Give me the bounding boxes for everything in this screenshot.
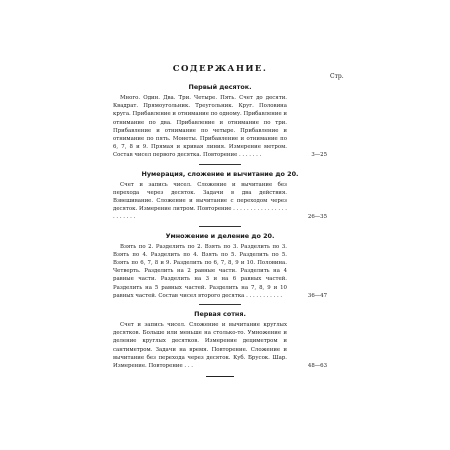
section-body [113,321,327,370]
section-text: Взять по 2. Разделить по 2. Взять по 3. Разделить по 3. Взять по 4. Разделить по 4. Взять по 5. Разделить по 5. Взять по 6, 7, 8 и 9. Разделить по 6, 7, 8, 9 и 10. Половина. Четверть. Разделить на 2 равные части. Разделить на 4 равные части. Разделить на 3 и на 6 равных частей. Разделить на 5 равных частей. Разделить на 7, 8, 9 и 10 равных частей. Состав чисел второго десятка . . . . . . . . . . . [113,243,287,299]
section-title: Умножение и деление до 20. [165,231,275,240]
section-first-hundred [113,310,327,377]
contents-column [113,64,327,377]
section-body [113,181,327,222]
section-first-ten [113,83,327,165]
section-title: Первый десяток. [188,83,252,91]
end-rule [206,376,234,377]
section-title: Первая сотня. [194,310,246,319]
section-title: Нумерация, сложение и вычитание до 20. [141,169,299,178]
section-numbering-to-20 [113,170,327,227]
section-text: Счет и запись чисел. Сложение и вычитание без перехода через десяток. Задачи в два действия. Взвешивание. Сложение и вычитание с переходом через десяток. Измерение литром. Повторение . . . . . . . . . . . . . . . . . . . . . . . [113,181,287,221]
section-body [113,94,327,160]
section-text: Много. Один. Два. Три. Четыре. Пять. Счет до десяти. Квадрат. Прямоугольник. Треугольник. Круг. Половина круга. Прибавление и отнимание по одному. Прибавление и отнимание по два. Прибавление и отнимание по три. Прибавление и отнимание по четыре. Прибавление и отнимание по пять. Монеты. Прибавление и отнимание по 6, 7, 8 и 9. Прямая и кривая линия. Измерение метром. Состав чисел первого десятка. Повторение . . . . . . . [113,95,287,159]
section-body [113,243,327,300]
page-column-label: Стр. [330,73,344,80]
section-pages: 3—25 [311,152,327,159]
section-pages: 26—35 [307,214,327,221]
contents-heading: СОДЕРЖАНИЕ. [172,64,268,74]
section-text: Счет и запись чисел. Сложение и вычитание круглых десятков. Больше или меньше на столько-то. Умножение и деление круглых десятков. Измерение дециметром и сантиметром. Задачи на время. Повторение. Сложение и вычитание без перехода через десяток. Куб. Брусок. Шар. Измерение. Повторение . . . [113,322,287,370]
section-multiplication-to-20 [113,232,327,305]
section-pages: 48—63 [307,363,327,370]
section-pages: 36—47 [307,292,327,299]
